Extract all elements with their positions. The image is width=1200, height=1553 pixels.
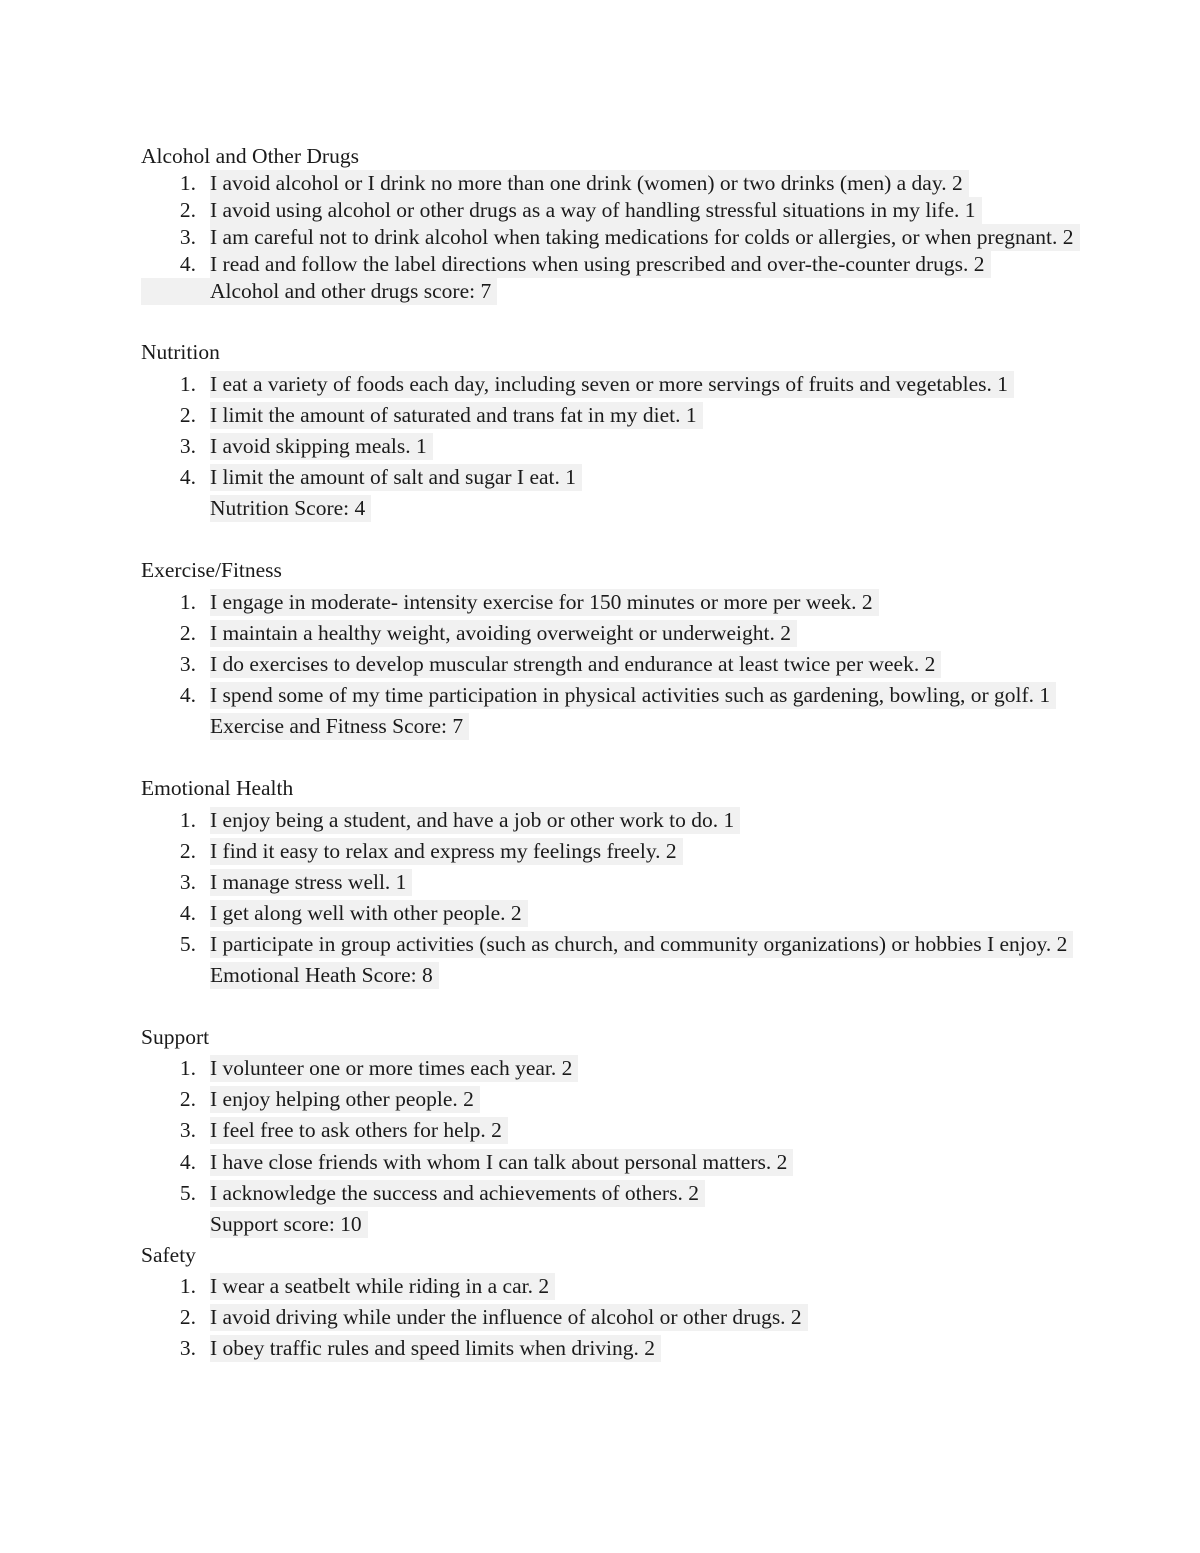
score-text: Nutrition Score: 4 [210, 495, 371, 522]
list-item-text: I read and follow the label directions when using prescribed and over-the-counter drugs. 2 [210, 251, 991, 278]
section-heading-safety: Safety [141, 1243, 196, 1267]
list-item-text: I eat a variety of foods each day, including seven or more servings of fruits and vegetables. 1 [210, 371, 1014, 398]
list-item-text: I maintain a healthy weight, avoiding overweight or underweight. 2 [210, 620, 797, 647]
section-heading-nutrition: Nutrition [141, 340, 220, 364]
score-text: Alcohol and other drugs score: 7 [210, 278, 497, 305]
list-item-text: I wear a seatbelt while riding in a car. 2 [210, 1273, 555, 1300]
section-heading-alcohol: Alcohol and Other Drugs [141, 144, 359, 168]
list-item-text: I am careful not to drink alcohol when taking medications for colds or allergies, or when pregnant. 2 [210, 224, 1080, 251]
list-item-text: I acknowledge the success and achievements of others. 2 [210, 1180, 705, 1207]
list-item-text: I limit the amount of saturated and trans fat in my diet. 1 [210, 402, 703, 429]
list-item-text: I enjoy being a student, and have a job or other work to do. 1 [210, 807, 740, 834]
score-text: Exercise and Fitness Score: 7 [210, 713, 469, 740]
list-item-text: I do exercises to develop muscular strength and endurance at least twice per week. 2 [210, 651, 941, 678]
list-item-text: I engage in moderate- intensity exercise for 150 minutes or more per week. 2 [210, 589, 879, 616]
list-item-text: I spend some of my time participation in physical activities such as gardening, bowling, or golf. 1 [210, 682, 1056, 709]
list-item-text: I avoid using alcohol or other drugs as a way of handling stressful situations in my life. 1 [210, 197, 982, 224]
section-heading-exercise: Exercise/Fitness [141, 558, 282, 582]
list-item-text: I volunteer one or more times each year. 2 [210, 1055, 578, 1082]
list-item-text: I avoid skipping meals. 1 [210, 433, 433, 460]
document-page: Alcohol and Other Drugs 1. I avoid alcohol or I drink no more than one drink (women) or two drinks (men) a day. 2 2. I avoid using alcohol or other drugs as a way of handling stressful situations in my life. 1 3. I am careful not to drink alcohol when taking medications for colds or allergies, or when pregnant. 2 4. I read and follow the label directions when using prescribed and over-the-counter drugs. 2 Alcohol and other drugs score: 7 Nutrition 1. I eat a variety of foods each day, including seven or more servings of fruits and vegetables. 1 2. I limit the amount of saturated and trans fat in my diet. 1 3. I avoid skipping meals. 1 4. I limit the amount of salt and sugar I eat. 1 Nutrition Score: 4 Exercise/Fitness 1. I engage in moderate- intensity exercise for 150 minutes or more per week. 2 2. I maintain a healthy weight, avoiding overweight or underweight. 2 3. I do exercises to develop muscular strength and endurance at least twice per week. 2 4. I spend some of my time participation in physical activities such as gardening, bowling, or golf. 1 Exercise and Fitness Score: 7 Emotional Health 1. I enjoy being a student, and have a job or other work to do. 1 2. I find it easy to relax and express my feelings freely. 2 3. I manage stress well. 1 4. I get along well with other people. 2 5. I participate in group activities (such as church, and community organizations) or hobbies I enjoy. 2 Emotional Heath Score: 8 Support 1. I volunteer one or more times each year. 2 2. I enjoy helping other people. 2 3. I feel free to ask others for help. 2 4. I have close friends with whom I can talk about personal matters. 2 5. I acknowledge the success and achievements of others. 2 Support score: 10 Safety 1. I wear a seatbelt while riding in a car. 2 2. I avoid driving while under the influence of alcohol or other drugs. 2 3. I obey traffic rules and speed limits when driving. 2 [0, 0, 1200, 1553]
score-text: Emotional Heath Score: 8 [210, 962, 439, 989]
list-item-text: I find it easy to relax and express my feelings freely. 2 [210, 838, 683, 865]
list-item-text: I have close friends with whom I can talk about personal matters. 2 [210, 1149, 793, 1176]
list-item-text: I enjoy helping other people. 2 [210, 1086, 480, 1113]
section-heading-emotional: Emotional Health [141, 776, 294, 800]
list-item-text: I get along well with other people. 2 [210, 900, 528, 927]
list-item-text: I obey traffic rules and speed limits when driving. 2 [210, 1335, 661, 1362]
list-item-text: I manage stress well. 1 [210, 869, 412, 896]
score-text: Support score: 10 [210, 1211, 368, 1238]
list-item-text: I feel free to ask others for help. 2 [210, 1117, 508, 1144]
list-item-text: I limit the amount of salt and sugar I eat. 1 [210, 464, 582, 491]
list-item-text: I avoid alcohol or I drink no more than one drink (women) or two drinks (men) a day. 2 [210, 170, 969, 197]
list-item-text: I participate in group activities (such as church, and community organizations) or hobbies I enjoy. 2 [210, 931, 1073, 958]
section-heading-support: Support [141, 1025, 210, 1049]
list-item-text: I avoid driving while under the influence of alcohol or other drugs. 2 [210, 1304, 808, 1331]
